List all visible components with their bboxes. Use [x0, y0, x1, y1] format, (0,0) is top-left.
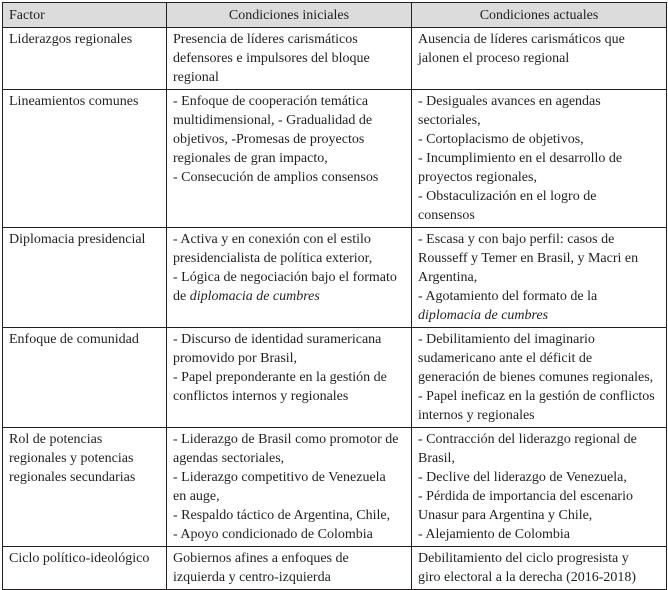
- cell-line: - Activa y en conexión con el estilo: [173, 232, 371, 247]
- cell-line: Ausencia de líderes carismáticos que: [418, 32, 625, 47]
- factor-text: Rol de potencias: [9, 432, 103, 447]
- cell-line: - Discurso de identidad suramericana: [173, 332, 382, 347]
- header-factor: Factor: [3, 3, 167, 28]
- cell-line: promovido por Brasil,: [173, 351, 298, 366]
- cell-line: [173, 287, 405, 306]
- cell-line: giro electoral a la derecha (2016-2018): [418, 570, 637, 585]
- cell-line: - Consecución de amplios consensos: [173, 170, 379, 185]
- cell-line: - Respaldo táctico de Argentina, Chile,: [173, 508, 391, 523]
- cell-line: defensores e impulsores del bloque: [173, 51, 370, 66]
- cell-line: - Escasa y con bajo perfil: casos de: [418, 232, 615, 247]
- cell-line: en auge,: [173, 489, 220, 504]
- cell-line: - Papel ineficaz en la gestión de conflictos: [418, 389, 655, 404]
- cell-line: - Papel preponderante en la gestión de: [173, 370, 387, 385]
- italic-term: diplomacia de cumbres: [418, 308, 549, 323]
- factor-cell: [3, 328, 167, 428]
- cell-line: izquierda y centro-izquierda: [173, 570, 331, 585]
- cell-line: - Contracción del liderazgo regional de: [418, 432, 637, 447]
- table-header: [3, 3, 667, 28]
- current-conditions-cell: [412, 328, 667, 428]
- factor-cell: [3, 428, 167, 547]
- cell-line: - Incumplimiento en el desarrollo de: [418, 151, 623, 166]
- cell-line: - Liderazgo competitivo de Venezuela: [173, 470, 386, 485]
- initial-conditions-cell: [167, 428, 412, 547]
- current-conditions-cell: [412, 428, 667, 547]
- header-condiciones-actuales: Condiciones actuales: [412, 3, 667, 28]
- factors-comparison-table: [2, 2, 667, 590]
- factor-text: Liderazgos regionales: [9, 32, 133, 47]
- cell-line: generación de bienes comunes regionales,: [418, 370, 654, 385]
- factor-text: Diplomacia presidencial: [9, 232, 146, 247]
- cell-line: Gobiernos afines a enfoques de: [173, 551, 349, 566]
- factor-cell: [3, 90, 167, 228]
- initial-conditions-cell: [167, 547, 412, 590]
- cell-line: consensos: [418, 208, 475, 223]
- cell-line: objetivos, -Promesas de proyectos: [173, 132, 365, 147]
- cell-text: de: [173, 289, 190, 304]
- table-row: [3, 328, 667, 428]
- initial-conditions-cell: [167, 90, 412, 228]
- cell-line: presidencialista de política exterior,: [173, 251, 373, 266]
- cell-line: proyectos regionales,: [418, 170, 537, 185]
- cell-line: - Enfoque de cooperación temática: [173, 94, 369, 109]
- cell-line: - Declive del liderazgo de Venezuela,: [418, 470, 627, 485]
- factor-cell: [3, 547, 167, 590]
- header-row: [3, 3, 667, 28]
- current-conditions-cell: [412, 90, 667, 228]
- cell-line: Rousseff y Temer en Brasil, y Macri en: [418, 251, 639, 266]
- factor-text: Lineamientos comunes: [9, 94, 139, 109]
- cell-line: - Lógica de negociación bajo el formato: [173, 270, 397, 285]
- cell-line: Presencia de líderes carismáticos: [173, 32, 358, 47]
- initial-conditions-cell: [167, 28, 412, 90]
- cell-line: Argentina,: [418, 270, 478, 285]
- table-row: [3, 28, 667, 90]
- current-conditions-cell: [412, 547, 667, 590]
- cell-line: - Liderazgo de Brasil como promotor de: [173, 432, 399, 447]
- factor-text: regionales secundarias: [9, 470, 136, 485]
- factor-cell: [3, 28, 167, 90]
- initial-conditions-cell: [167, 228, 412, 328]
- table-row: [3, 547, 667, 590]
- table-row: [3, 428, 667, 547]
- table-row: [3, 90, 667, 228]
- current-conditions-cell: [412, 228, 667, 328]
- cell-line: conflictos internos y regionales: [173, 389, 349, 404]
- cell-line: - Desiguales avances en agendas: [418, 94, 601, 109]
- factor-text: Enfoque de comunidad: [9, 332, 139, 347]
- cell-line: - Debilitamiento del imaginario: [418, 332, 595, 347]
- italic-term: diplomacia de cumbres: [189, 289, 320, 304]
- cell-line: - Pérdida de importancia del escenario: [418, 489, 633, 504]
- cell-line: jalonen el proceso regional: [418, 51, 570, 66]
- cell-line: sectoriales,: [418, 113, 481, 128]
- table-row: [3, 228, 667, 328]
- current-conditions-cell: [412, 28, 667, 90]
- cell-line: Unasur para Argentina y Chile,: [418, 508, 593, 523]
- initial-conditions-cell: [167, 328, 412, 428]
- factor-cell: [3, 228, 167, 328]
- cell-line: - Agotamiento del formato de la: [418, 289, 598, 304]
- factor-text: Ciclo político-ideológico: [9, 551, 150, 566]
- cell-line: internos y regionales: [418, 408, 535, 423]
- cell-line: sudamericano ante el déficit de: [418, 351, 593, 366]
- cell-line: Debilitamiento del ciclo progresista y: [418, 551, 629, 566]
- cell-line: regionales de gran impacto,: [173, 151, 328, 166]
- factor-text: regionales y potencias: [9, 451, 134, 466]
- table-body: [3, 28, 667, 590]
- cell-line: [418, 306, 660, 325]
- cell-line: regional: [173, 70, 219, 85]
- cell-line: - Alejamiento de Colombia: [418, 527, 571, 542]
- cell-line: Brasil,: [418, 451, 455, 466]
- cell-line: agendas sectoriales,: [173, 451, 285, 466]
- header-condiciones-iniciales: Condiciones iniciales: [167, 3, 412, 28]
- cell-line: - Cortoplacismo de objetivos,: [418, 132, 584, 147]
- cell-line: - Apoyo condicionado de Colombia: [173, 527, 373, 542]
- cell-line: multidimensional, - Gradualidad de: [173, 113, 373, 128]
- cell-line: - Obstaculización en el logro de: [418, 189, 597, 204]
